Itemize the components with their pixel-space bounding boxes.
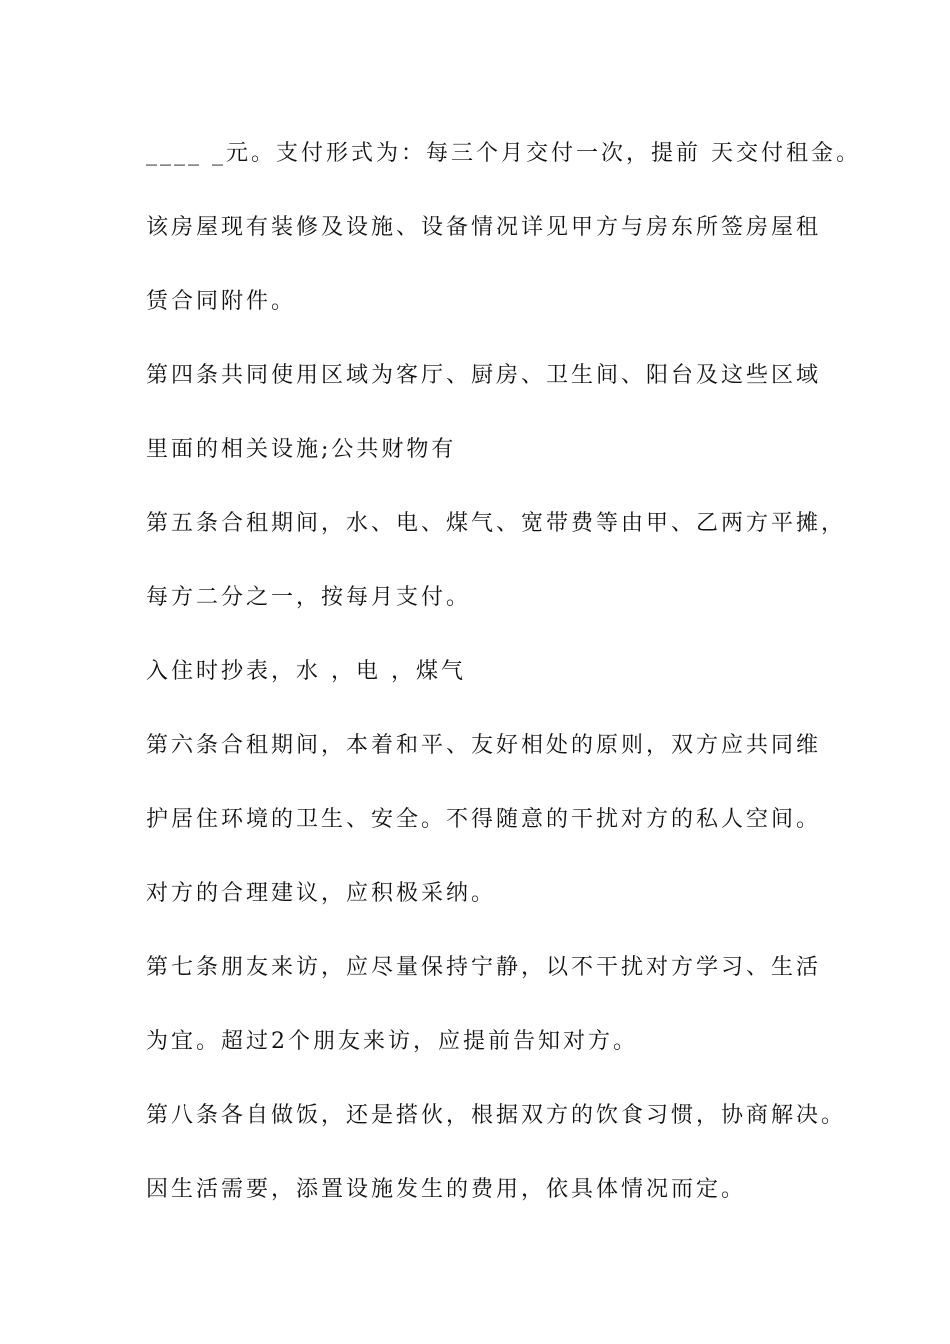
text-line: 里面的相关设施;公共财物有 xyxy=(146,437,457,462)
text-line: 入住时抄表，水 ，电 ，煤气 xyxy=(146,659,466,684)
text-line: 第五条合租期间，水、电、煤气、宽带费等由甲、乙两方平摊， xyxy=(146,511,847,536)
text-line: ____ _元。支付形式为：每三个月交付一次，提前 天交付租金。 xyxy=(146,141,861,166)
text-line: 护居住环境的卫生、安全。不得随意的干扰对方的私人空间。 xyxy=(146,807,822,832)
text-line: 每方二分之一，按每月支付。 xyxy=(146,585,472,610)
text-line: 第四条共同使用区域为客厅、厨房、卫生间、阳台及这些区域 xyxy=(146,363,822,388)
text-line: 赁合同附件。 xyxy=(146,289,297,314)
text-line: 因生活需要，添置设施发生的费用，依具体情况而定。 xyxy=(146,1177,747,1202)
text-line: 为宜。超过2个朋友来访，应提前告知对方。 xyxy=(146,1029,638,1054)
text-line: 该房屋现有装修及设施、设备情况详见甲方与房东所签房屋租 xyxy=(146,215,822,240)
text-line: 第八条各自做饭，还是搭伙，根据双方的饮食习惯，协商解决。 xyxy=(146,1103,847,1128)
text-line: 对方的合理建议，应积极采纳。 xyxy=(146,881,497,906)
text-line: 第七条朋友来访，应尽量保持宁静，以不干扰对方学习、生活 xyxy=(146,955,822,980)
text-line: 第六条合租期间，本着和平、友好相处的原则，双方应共同维 xyxy=(146,733,822,758)
document-body xyxy=(146,131,861,1241)
